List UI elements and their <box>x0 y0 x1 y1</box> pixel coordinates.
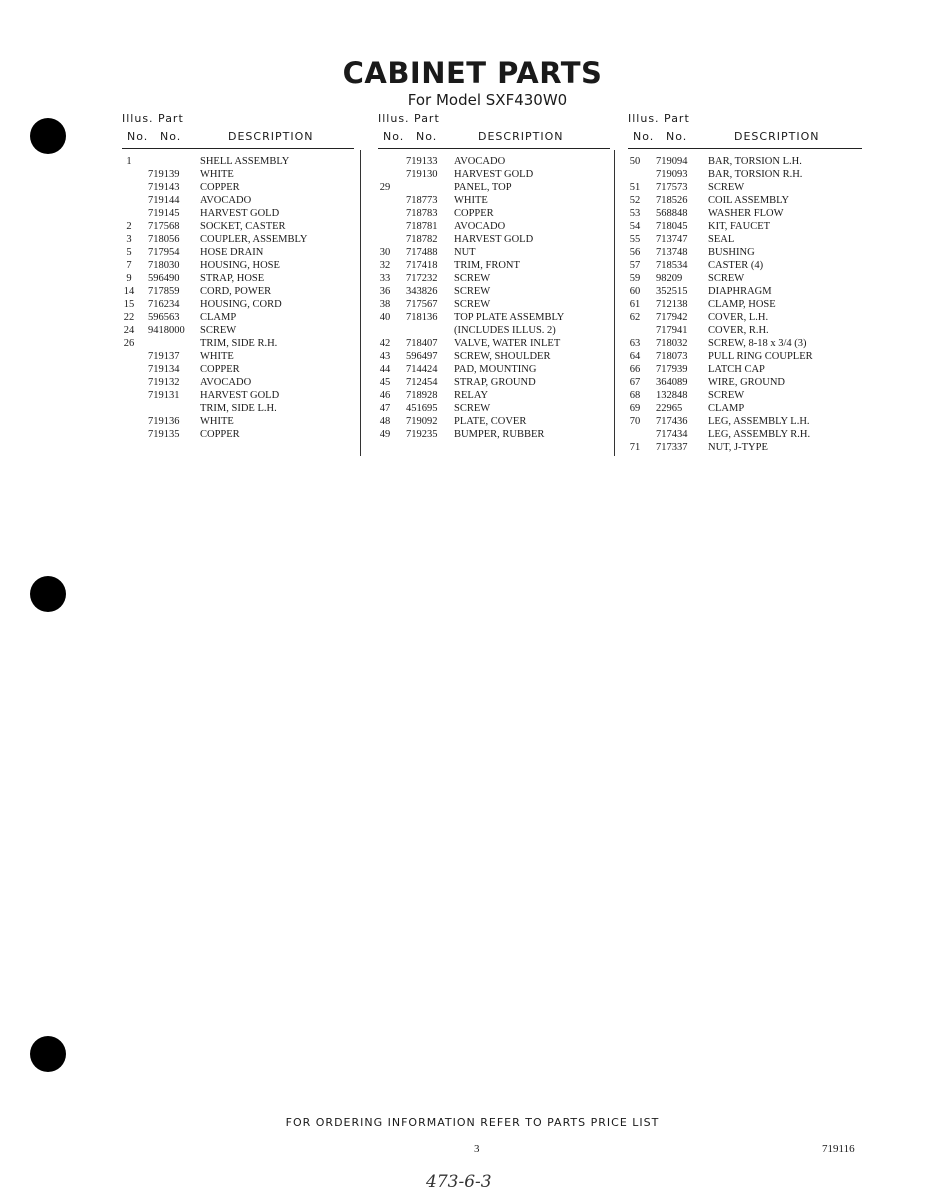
part-number: 719235 <box>406 429 438 440</box>
illus-number: 52 <box>629 195 641 206</box>
illus-number: 64 <box>629 351 641 362</box>
part-number: 132848 <box>656 390 688 401</box>
part-description: COPPER <box>200 364 240 375</box>
part-number: 712454 <box>406 377 438 388</box>
parts-row <box>378 259 610 272</box>
part-number: 717954 <box>148 247 180 258</box>
illus-number: 63 <box>629 338 641 349</box>
part-description: AVOCADO <box>454 221 506 232</box>
parts-row <box>122 207 354 220</box>
parts-row <box>378 194 610 207</box>
illus-number: 61 <box>629 299 641 310</box>
part-number: 719136 <box>148 416 180 427</box>
column-divider-1 <box>360 150 361 456</box>
part-description: WASHER FLOW <box>708 208 784 219</box>
parts-row <box>122 311 354 324</box>
part-number: 719092 <box>406 416 438 427</box>
part-number: 718030 <box>148 260 180 271</box>
part-number: 718928 <box>406 390 438 401</box>
parts-row <box>628 337 862 350</box>
part-description: SEAL <box>708 234 735 245</box>
part-number: 718407 <box>406 338 438 349</box>
part-number: 713748 <box>656 247 688 258</box>
part-number: 719093 <box>656 169 688 180</box>
parts-row <box>122 415 354 428</box>
part-number: 718073 <box>656 351 688 362</box>
part-description: SCREW <box>708 273 745 284</box>
part-number: 22965 <box>656 403 683 414</box>
illus-number: 45 <box>379 377 391 388</box>
parts-row <box>628 194 862 207</box>
header-illus-part: Illus. Part <box>628 112 690 125</box>
binder-hole-middle <box>30 576 66 612</box>
parts-column-1 <box>122 112 354 441</box>
parts-row <box>628 441 862 454</box>
parts-row <box>122 285 354 298</box>
page-title: CABINET PARTS <box>342 56 603 90</box>
part-description: WHITE <box>200 169 234 180</box>
part-description: TRIM, SIDE L.H. <box>200 403 277 414</box>
illus-number: 66 <box>629 364 641 375</box>
column-header <box>122 112 354 149</box>
column-divider-2 <box>614 150 615 456</box>
illus-number: 54 <box>629 221 641 232</box>
parts-list <box>122 155 354 441</box>
part-description: VALVE, WATER INLET <box>454 338 561 349</box>
part-number: 712138 <box>656 299 688 310</box>
part-description: COPPER <box>200 429 240 440</box>
parts-row <box>378 376 610 389</box>
illus-number: 53 <box>629 208 641 219</box>
part-description: CLAMP <box>708 403 745 414</box>
illus-number: 29 <box>379 182 391 193</box>
part-number: 719144 <box>148 195 180 206</box>
part-number: 713747 <box>656 234 688 245</box>
part-description: KIT, FAUCET <box>708 221 771 232</box>
parts-list <box>628 155 862 454</box>
part-description: BUSHING <box>708 247 755 258</box>
header-illus-part: Illus. Part <box>122 112 184 125</box>
parts-row <box>378 363 610 376</box>
parts-row <box>378 272 610 285</box>
column-header <box>378 112 610 149</box>
part-description: (INCLUDES ILLUS. 2) <box>454 325 556 336</box>
part-description: COVER, R.H. <box>708 325 769 336</box>
part-number: 717859 <box>148 286 180 297</box>
illus-number: 57 <box>629 260 641 271</box>
part-number: 719094 <box>656 156 688 167</box>
part-description: CORD, POWER <box>200 286 272 297</box>
parts-row <box>378 415 610 428</box>
part-number: 718136 <box>406 312 438 323</box>
part-description: HARVEST GOLD <box>454 169 534 180</box>
parts-row <box>122 337 354 350</box>
parts-row <box>122 168 354 181</box>
part-number: 719145 <box>148 208 180 219</box>
part-number: 9418000 <box>148 325 185 336</box>
parts-row <box>122 246 354 259</box>
part-description: LEG, ASSEMBLY L.H. <box>708 416 810 427</box>
part-number: 364089 <box>656 377 688 388</box>
part-number: 717232 <box>406 273 438 284</box>
part-description: TRIM, FRONT <box>454 260 520 271</box>
parts-row <box>122 272 354 285</box>
binder-hole-bottom <box>30 1036 66 1072</box>
parts-row <box>628 233 862 246</box>
part-description: SCREW, SHOULDER <box>454 351 551 362</box>
illus-number: 59 <box>629 273 641 284</box>
page-subtitle: For Model SXF430W0 <box>407 91 568 109</box>
part-description: WIRE, GROUND <box>708 377 785 388</box>
parts-row <box>122 194 354 207</box>
part-description: TOP PLATE ASSEMBLY <box>454 312 565 323</box>
illus-number: 5 <box>126 247 132 258</box>
part-description: CLAMP <box>200 312 237 323</box>
part-description: PAD, MOUNTING <box>454 364 537 375</box>
header-part-no: No. <box>160 130 182 143</box>
parts-row <box>122 298 354 311</box>
part-number: 714424 <box>406 364 438 375</box>
parts-row <box>628 350 862 363</box>
part-number: 719134 <box>148 364 180 375</box>
illus-number: 71 <box>629 442 641 453</box>
parts-row <box>122 350 354 363</box>
parts-row <box>628 311 862 324</box>
part-description: SHELL ASSEMBLY <box>200 156 290 167</box>
part-description: SCREW <box>454 286 491 297</box>
part-description: PANEL, TOP <box>454 182 512 193</box>
part-number: 719133 <box>406 156 438 167</box>
illus-number: 36 <box>379 286 391 297</box>
parts-row <box>122 402 354 415</box>
illus-number: 49 <box>379 429 391 440</box>
header-part-no: No. <box>666 130 688 143</box>
parts-row <box>378 207 610 220</box>
part-number: 719139 <box>148 169 180 180</box>
parts-row <box>378 389 610 402</box>
part-number: 717567 <box>406 299 438 310</box>
header-illus-part: Illus. Part <box>378 112 440 125</box>
illus-number: 42 <box>379 338 391 349</box>
part-description: STRAP, GROUND <box>454 377 536 388</box>
parts-column-3 <box>628 112 862 454</box>
parts-row <box>378 285 610 298</box>
illus-number: 15 <box>123 299 135 310</box>
part-description: BAR, TORSION R.H. <box>708 169 803 180</box>
part-number: 718773 <box>406 195 438 206</box>
header-description: DESCRIPTION <box>478 130 564 143</box>
illus-number: 60 <box>629 286 641 297</box>
part-number: 717573 <box>656 182 688 193</box>
part-number: 719130 <box>406 169 438 180</box>
parts-row <box>122 181 354 194</box>
part-description: LATCH CAP <box>708 364 765 375</box>
illus-number: 70 <box>629 416 641 427</box>
part-description: COPPER <box>454 208 494 219</box>
handwritten-note: 473-6-3 <box>426 1172 492 1192</box>
part-number: 596490 <box>148 273 180 284</box>
part-description: PULL RING COUPLER <box>708 351 813 362</box>
part-description: SCREW, 8-18 x 3/4 (3) <box>708 338 807 349</box>
parts-row <box>122 324 354 337</box>
column-header <box>628 112 862 149</box>
part-description: COUPLER, ASSEMBLY <box>200 234 308 245</box>
part-description: SOCKET, CASTER <box>200 221 286 232</box>
part-description: TRIM, SIDE R.H. <box>200 338 278 349</box>
illus-number: 7 <box>126 260 132 271</box>
illus-number: 47 <box>379 403 391 414</box>
part-number: 717488 <box>406 247 438 258</box>
binder-hole-top <box>30 118 66 154</box>
parts-row <box>378 298 610 311</box>
parts-row <box>122 155 354 168</box>
part-number: 717942 <box>656 312 688 323</box>
part-description: HARVEST GOLD <box>454 234 534 245</box>
parts-row <box>628 168 862 181</box>
illus-number: 32 <box>379 260 391 271</box>
part-description: HOUSING, HOSE <box>200 260 280 271</box>
part-description: AVOCADO <box>454 156 506 167</box>
parts-row <box>378 311 610 324</box>
part-number: 719135 <box>148 429 180 440</box>
part-number: 718045 <box>656 221 688 232</box>
part-description: HARVEST GOLD <box>200 390 280 401</box>
parts-row <box>628 220 862 233</box>
illus-number: 22 <box>123 312 135 323</box>
illus-number: 1 <box>126 156 132 167</box>
illus-number: 69 <box>629 403 641 414</box>
parts-row <box>122 389 354 402</box>
part-description: HOSE DRAIN <box>200 247 264 258</box>
illus-number: 46 <box>379 390 391 401</box>
parts-row <box>122 363 354 376</box>
part-description: CASTER (4) <box>708 260 764 271</box>
part-number: 596563 <box>148 312 180 323</box>
part-description: HARVEST GOLD <box>200 208 280 219</box>
illus-number: 3 <box>126 234 132 245</box>
illus-number: 38 <box>379 299 391 310</box>
illus-number: 30 <box>379 247 391 258</box>
parts-row <box>378 402 610 415</box>
parts-row <box>628 246 862 259</box>
part-number: 717941 <box>656 325 688 336</box>
parts-row <box>628 402 862 415</box>
illus-number: 9 <box>126 273 132 284</box>
parts-row <box>122 428 354 441</box>
part-description: LEG, ASSEMBLY R.H. <box>708 429 811 440</box>
part-description: COPPER <box>200 182 240 193</box>
parts-row <box>378 324 610 337</box>
part-description: BAR, TORSION L.H. <box>708 156 802 167</box>
part-description: WHITE <box>200 416 234 427</box>
illus-number: 50 <box>629 156 641 167</box>
parts-row <box>378 350 610 363</box>
header-illus-no: No. <box>633 130 655 143</box>
part-description: WHITE <box>200 351 234 362</box>
parts-row <box>122 220 354 233</box>
part-number: 717337 <box>656 442 688 453</box>
parts-row <box>122 259 354 272</box>
illus-number: 67 <box>629 377 641 388</box>
part-number: 718783 <box>406 208 438 219</box>
parts-row <box>628 415 862 428</box>
part-description: NUT, J-TYPE <box>708 442 768 453</box>
part-description: CLAMP, HOSE <box>708 299 776 310</box>
header-part-no: No. <box>416 130 438 143</box>
illus-number: 56 <box>629 247 641 258</box>
parts-row <box>628 272 862 285</box>
part-number: 352515 <box>656 286 688 297</box>
parts-row <box>628 298 862 311</box>
part-description: DIAPHRAGM <box>708 286 772 297</box>
part-number: 717436 <box>656 416 688 427</box>
illus-number: 51 <box>629 182 641 193</box>
parts-row <box>628 155 862 168</box>
part-description: HOUSING, CORD <box>200 299 282 310</box>
header-description: DESCRIPTION <box>228 130 314 143</box>
parts-row <box>628 285 862 298</box>
parts-row <box>378 168 610 181</box>
part-number: 717568 <box>148 221 180 232</box>
parts-row <box>378 181 610 194</box>
part-number: 718056 <box>148 234 180 245</box>
illus-number: 55 <box>629 234 641 245</box>
part-number: 719137 <box>148 351 180 362</box>
part-number: 718526 <box>656 195 688 206</box>
part-number: 98209 <box>656 273 683 284</box>
parts-row <box>378 220 610 233</box>
parts-row <box>628 389 862 402</box>
part-description: WHITE <box>454 195 488 206</box>
parts-row <box>378 155 610 168</box>
illus-number: 43 <box>379 351 391 362</box>
part-description: COVER, L.H. <box>708 312 769 323</box>
parts-row <box>122 233 354 246</box>
parts-row <box>628 324 862 337</box>
parts-row <box>628 363 862 376</box>
parts-row <box>628 428 862 441</box>
part-number: 719131 <box>148 390 180 401</box>
part-description: COIL ASSEMBLY <box>708 195 790 206</box>
illus-number: 40 <box>379 312 391 323</box>
illus-number: 48 <box>379 416 391 427</box>
part-description: SCREW <box>454 403 491 414</box>
part-description: AVOCADO <box>200 195 252 206</box>
part-number: 343826 <box>406 286 438 297</box>
part-number: 719132 <box>148 377 180 388</box>
illus-number: 33 <box>379 273 391 284</box>
part-description: SCREW <box>454 273 491 284</box>
illus-number: 2 <box>126 221 132 232</box>
illus-number: 62 <box>629 312 641 323</box>
part-number: 717939 <box>656 364 688 375</box>
illus-number: 44 <box>379 364 391 375</box>
part-number: 451695 <box>406 403 438 414</box>
parts-row <box>628 259 862 272</box>
part-description: SCREW <box>200 325 237 336</box>
part-description: RELAY <box>454 390 489 401</box>
parts-row <box>378 428 610 441</box>
part-description: SCREW <box>708 390 745 401</box>
part-number: 718534 <box>656 260 688 271</box>
illus-number: 26 <box>123 338 135 349</box>
part-description: AVOCADO <box>200 377 252 388</box>
parts-row <box>378 337 610 350</box>
part-number: 718782 <box>406 234 438 245</box>
header-illus-no: No. <box>383 130 405 143</box>
page-number: 3 <box>474 1143 480 1155</box>
part-description: SCREW <box>708 182 745 193</box>
header-illus-no: No. <box>127 130 149 143</box>
illus-number: 24 <box>123 325 135 336</box>
part-number: 716234 <box>148 299 180 310</box>
parts-row <box>122 376 354 389</box>
ordering-info-footer: FOR ORDERING INFORMATION REFER TO PARTS PRICE LIST <box>285 1116 660 1129</box>
part-description: SCREW <box>454 299 491 310</box>
part-number: 717418 <box>406 260 438 271</box>
header-description: DESCRIPTION <box>734 130 820 143</box>
part-number: 717434 <box>656 429 688 440</box>
part-number: 719143 <box>148 182 180 193</box>
document-number: 719116 <box>822 1143 855 1155</box>
part-description: STRAP, HOSE <box>200 273 265 284</box>
illus-number: 14 <box>123 286 135 297</box>
part-number: 718781 <box>406 221 438 232</box>
part-description: BUMPER, RUBBER <box>454 429 545 440</box>
part-description: PLATE, COVER <box>454 416 527 427</box>
part-number: 568848 <box>656 208 688 219</box>
parts-column-2 <box>378 112 610 441</box>
part-number: 718032 <box>656 338 688 349</box>
illus-number: 68 <box>629 390 641 401</box>
parts-row <box>378 246 610 259</box>
parts-row <box>628 181 862 194</box>
part-description: NUT <box>454 247 476 258</box>
parts-row <box>628 207 862 220</box>
parts-row <box>378 233 610 246</box>
part-number: 596497 <box>406 351 438 362</box>
parts-list <box>378 155 610 441</box>
parts-row <box>628 376 862 389</box>
